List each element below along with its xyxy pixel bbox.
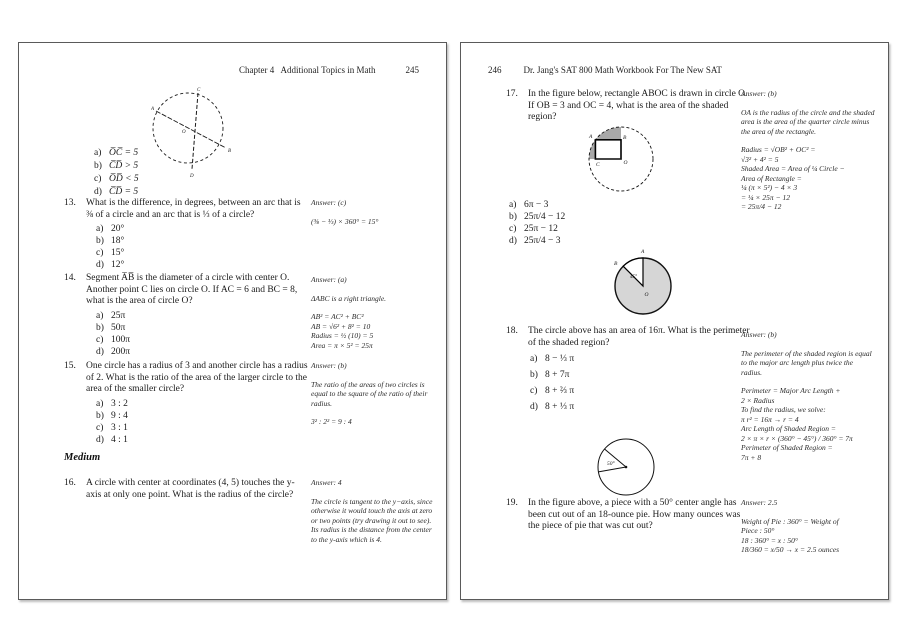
question-16: [64, 478, 312, 501]
solution-note: The circle is tangent to the y−axis, since otherwise it would touch the axis at zero or two points (try drawing it out to see). Its radius is the distance from the center to the y-axis which is 4.: [311, 496, 433, 544]
solution-line: Shaded Area = Area of ¼ Circle −: [741, 164, 845, 173]
solution-line: 2 × Radius: [741, 395, 775, 405]
label-point-b: B: [614, 261, 618, 267]
option-d: d) 8 + ⅓ π: [530, 402, 575, 412]
option-d: d) 4 : 1: [96, 434, 128, 445]
label-point-b: B: [228, 149, 232, 154]
solution-line: (⅜ − ⅓) × 360° = 15°: [311, 216, 379, 226]
option-c: c) O̅D̅ < 5: [94, 174, 139, 184]
answer-19: [741, 498, 875, 555]
solution-line: 7π + 8: [741, 452, 762, 462]
option-a: a) 20°: [96, 224, 125, 234]
question-number: 15.: [64, 361, 76, 371]
page-right: [460, 42, 889, 600]
figure-shaded-circle-wedge: [605, 244, 685, 328]
page-left: [18, 42, 447, 600]
question-text: The circle above has an area of 16π. What is the perimeter of the shaded region?: [528, 326, 750, 348]
right-running-header: [488, 65, 722, 75]
label-angle-45: 45°: [630, 275, 637, 280]
solution-line: π r² = 16π → r = 4: [741, 414, 799, 424]
solution-line: Perimeter of Shaded Region =: [741, 443, 833, 452]
question-text: One circle has a radius of 3 and another circle has a radius of 2. What is the ratio of the area of the larger circle to the area of the smaller circle?: [86, 361, 308, 394]
option-c: c) 15°: [96, 248, 125, 258]
option-d: d) C̅D̅ = 5: [94, 187, 139, 197]
answer-label: Answer: (b): [741, 330, 777, 339]
solution-note: The ratio of the areas of two circles is equal to the square of the ratio of their radius.: [311, 379, 428, 408]
solution-line: = ¼ × 25π − 12: [741, 192, 790, 202]
solution-line: 3² : 2² = 9 : 4: [311, 417, 352, 426]
solution-line: Weight of Pie : 360° = Weight of: [741, 516, 839, 526]
option-a: a) 8 − ⅓ π: [530, 354, 575, 364]
answer-13: [311, 198, 433, 226]
question-number: 13.: [64, 198, 76, 208]
page-number: 245: [405, 65, 419, 75]
solution-line: Radius = ½ (10) = 5: [311, 331, 374, 340]
question-18: [506, 326, 754, 415]
option-a: a) 3 : 2: [96, 398, 128, 409]
option-a: a) O̅C̅ = 5: [94, 148, 139, 158]
question-number: 18.: [506, 326, 518, 336]
label-center-o: O: [623, 160, 628, 166]
question-15: [64, 361, 312, 446]
question-number: 16.: [64, 478, 76, 488]
question-number: 19.: [506, 498, 518, 508]
question-text: A circle with center at coordinates (4, 5) touches the y-axis at only one point. What is the radius of the circle?: [86, 478, 295, 500]
question-text: In the figure below, rectangle ABOC is drawn in circle O. If OB = 3 and OC = 4, what is the area of the shaded region?: [528, 89, 748, 122]
label-point-a: A: [589, 134, 593, 140]
question-13: [64, 198, 312, 271]
solution-line: Piece : 50°: [741, 526, 775, 535]
solution-line: Arc Length of Shaded Region =: [741, 424, 836, 433]
label-point-c: C: [197, 88, 201, 93]
answer-label: Answer: (c): [311, 198, 347, 207]
solution-line: To find the radius, we solve:: [741, 405, 826, 414]
option-c: c) 3 : 1: [96, 422, 128, 433]
option-b: b) 18°: [96, 236, 125, 246]
solution-line: 2 × π × r × (360° − 45°) / 360° = 7π: [741, 433, 853, 443]
question-14: [64, 273, 312, 358]
solution-line: = 25π/4 − 12: [741, 202, 782, 211]
label-center-o: O: [644, 292, 649, 298]
label-point-b: B: [623, 135, 627, 141]
question-text: Segment A̅B̅ is the diameter of a circle with center O. Another point C lies on circle O. If AC = 6 and BC = 8, what is the area of circle O?: [86, 273, 298, 306]
option-b: b) C̅D̅ > 5: [94, 161, 139, 171]
answer-18: [741, 330, 875, 462]
label-point-c: C: [596, 162, 600, 168]
question-text: In the figure above, a piece with a 50° center angle has been cut out of an 18-ounce pie. How many ounces was the piece of pie that was cut out?: [528, 498, 741, 531]
option-b: b) 8 + 7π: [530, 370, 570, 380]
solution-line: Area of Rectangle =: [741, 173, 802, 183]
option-c: c) 8 + ⅔ π: [530, 386, 575, 396]
question-text: What is the difference, in degrees, between an arc that is ⅜ of a circle and an arc that is ⅓ of a circle?: [86, 198, 301, 220]
solution-line: 18/360 = x/50 → x = 2.5 ounces: [741, 545, 840, 554]
option-b: b) 9 : 4: [96, 410, 128, 421]
figure-circle-chords: [151, 86, 241, 178]
section-heading: Medium: [64, 452, 101, 463]
answer-label: Answer: (b): [741, 89, 777, 98]
label-center-o: O: [182, 130, 186, 135]
option-d: d) 12°: [96, 260, 125, 270]
book-title: Dr. Jang's SAT 800 Math Workbook For The New SAT: [523, 65, 722, 75]
solution-line: AB = √6² + 8² = 10: [311, 321, 371, 331]
left-running-header: [239, 65, 419, 75]
question-number: 17.: [506, 89, 518, 99]
figure-rectangle-in-circle: [577, 117, 661, 197]
page-number: 246: [488, 65, 502, 75]
option-a: a) 6π − 3: [509, 200, 549, 210]
solution-line: 18 : 360° = x : 50°: [741, 535, 798, 545]
answer-16: [311, 478, 433, 553]
figure-pie-wedge: [586, 425, 666, 505]
question-19: [506, 498, 754, 533]
solution-line: Perimeter = Major Arc Length +: [741, 386, 841, 395]
answer-label: Answer: (a): [311, 275, 347, 284]
solution-line: AB² = AC² + BC²: [311, 312, 364, 321]
question-17-options: [509, 199, 565, 247]
answer-label: Answer: 4: [311, 478, 342, 487]
answer-15: [311, 361, 433, 427]
option-d: d) 200π: [96, 346, 131, 357]
answer-14: [311, 275, 433, 350]
solution-line: √3² + 4² = 5: [741, 154, 779, 164]
label-angle-50: 50°: [607, 461, 615, 467]
option-d: d) 25π/4 − 3: [509, 236, 561, 246]
option-c: c) 25π − 12: [509, 224, 558, 234]
label-point-d: D: [190, 174, 194, 178]
answer-label: Answer: 2.5: [741, 498, 778, 507]
option-c: c) 100π: [96, 334, 131, 345]
question-number: 14.: [64, 273, 76, 283]
option-b: b) 50π: [96, 322, 126, 333]
option-a: a) 25π: [96, 310, 126, 321]
chapter-title: Chapter 4 Additional Topics in Math: [239, 65, 376, 75]
solution-line: ¼ (π × 5²) − 4 × 3: [741, 183, 798, 192]
answer-label: Answer: (b): [311, 361, 347, 370]
label-point-a: A: [641, 249, 645, 255]
solution-note: OA is the radius of the circle and the shaded area is the area of the quarter circle minus the area of the rectangle.: [741, 107, 875, 136]
label-point-a: A: [151, 107, 155, 112]
solution-line: Area = π × 5² = 25π: [311, 340, 373, 350]
answer-17: [741, 89, 875, 212]
question-12-options: [94, 147, 139, 199]
solution-line: Radius = √OB² + OC² =: [741, 145, 816, 154]
solution-note: ΔABC is a right triangle.: [311, 293, 387, 303]
solution-note: The perimeter of the shaded region is equal to the major arc length plus twice the radius.: [741, 348, 872, 377]
option-b: b) 25π/4 − 12: [509, 212, 566, 222]
